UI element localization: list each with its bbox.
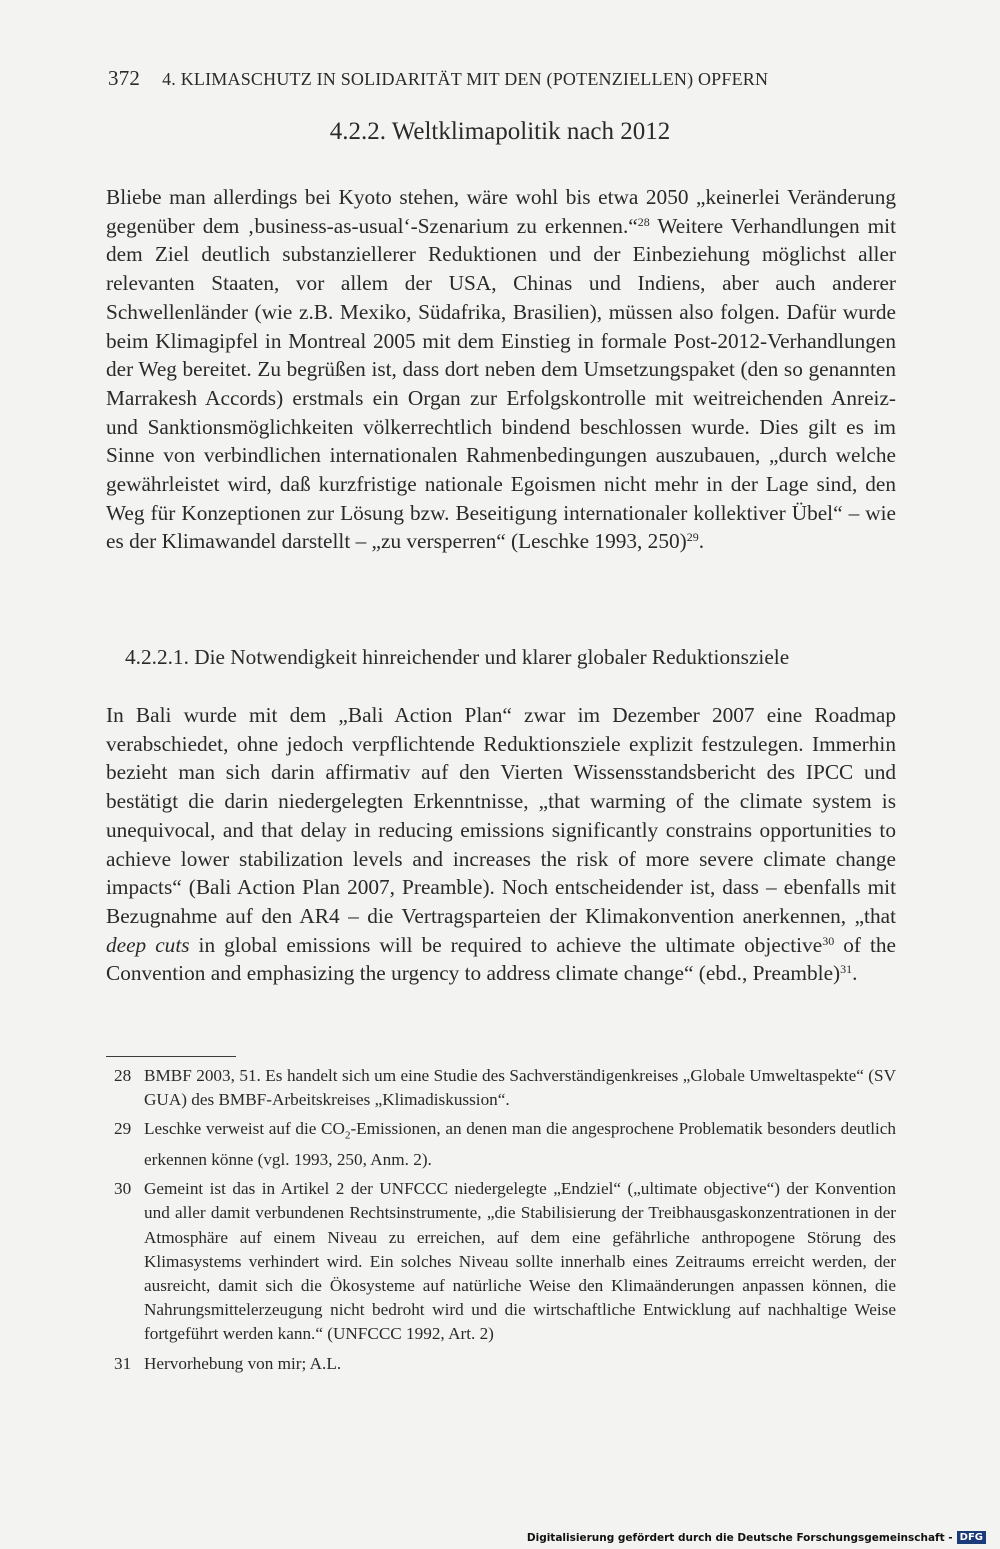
paragraph-text: in global emissions will be required to achieve the ultimate objective bbox=[189, 932, 823, 957]
footnote-divider bbox=[106, 1056, 236, 1057]
running-header bbox=[108, 66, 898, 91]
footnote-text: Hervorhebung von mir; A.L. bbox=[144, 1353, 342, 1373]
emphasis-text: deep cuts bbox=[106, 932, 190, 957]
subscript-2: 2 bbox=[344, 1129, 351, 1142]
footnote-text bbox=[144, 1117, 896, 1172]
footnote-ref-29[interactable]: 29 bbox=[686, 530, 699, 545]
digitization-notice bbox=[527, 1531, 986, 1544]
footnote-number: 28 bbox=[114, 1066, 132, 1085]
digitization-text: Digitalisierung gefördert durch die Deutsche Forschungsgemeinschaft - bbox=[526, 1531, 953, 1544]
footnotes bbox=[114, 1064, 896, 1381]
paragraph-text: In Bali wurde mit dem „Bali Action Plan“ zwar im Dezember 2007 eine Roadmap verabschiedet, ohne jedoch verpflichtende Reduktionsziele explizit festzulegen. Immerhin bezieht man sich darin affirmativ auf den Vierten Wissensstandsbericht des IPCC und bestätigt die darin niedergelegten Erkenntnisse, „that warming of the climate system is unequivocal, and that delay in reducing emissions significantly constrains opportunities to achieve lower stabilization levels and increases the risk of more severe climate change impacts“ (Bali Action Plan 2007, Preamble). Noch entscheidender ist, dass – ebenfalls mit Bezugnahme auf den AR4 – die Vertragsparteien der Klimakonvention anerkennen, „that bbox=[106, 703, 896, 928]
paragraph-text: of the Convention and emphasizing the urgency to address climate change“ (ebd., Preamble) bbox=[106, 932, 896, 986]
footnote-number: 30 bbox=[114, 1179, 132, 1199]
body-paragraph-1 bbox=[106, 183, 896, 556]
footnote-text-part: Leschke verweist auf die CO bbox=[144, 1119, 345, 1139]
running-title: 4. KLIMASCHUTZ IN SOLIDARITÄT MIT DEN (POTENZIELLEN) OPFERN bbox=[162, 69, 769, 89]
footnote-text-part: -Emissionen, an denen man die angesprochene Problematik besonders deutlich erkennen könne (vgl. 1993, 250, Anm. 2). bbox=[144, 1119, 896, 1170]
subsection-heading: 4.2.2.1. Die Notwendigkeit hinreichender und klarer globaler Reduktionsziele bbox=[125, 645, 790, 669]
footnote-29 bbox=[114, 1117, 896, 1172]
footnote-text: Gemeint ist das in Artikel 2 der UNFCCC niedergelegte „Endziel“ („ultimate objective“) der Konvention und aller damit verbundenen Rechtsinstrumente, „die Stabilisierung der Treibhausgaskonzentrationen in der Atmosphäre auf einem Niveau zu erreichen, auf dem eine gefährliche anthropogene Störung des Klimasystems verhindert wird. Ein solches Niveau sollte innerhalb eines Zeitraums erreicht werden, der ausreicht, damit sich die Ökosysteme auf natürliche Weise den Klimaänderungen anpassen können, die Nahrungsmittelerzeugung nicht bedroht wird und die wirtschaftliche Entwicklung auf nachhaltige Weise fortgeführt werden kann.“ (UNFCCC 1992, Art. 2) bbox=[144, 1179, 896, 1344]
footnote-28 bbox=[114, 1064, 896, 1112]
body-paragraph-2 bbox=[106, 701, 896, 988]
page-number: 372 bbox=[108, 66, 141, 90]
footnote-30 bbox=[114, 1177, 896, 1346]
footnote-number: 31 bbox=[114, 1353, 132, 1373]
paragraph-text: . bbox=[698, 529, 705, 554]
paragraph-text: Weitere Verhandlungen mit dem Ziel deutlich substanziellerer Reduktionen und der Einbeziehung möglichst aller relevanten Staaten, vor allem der USA, Chinas und Indiens, aber auch anderer Schwellenländer (wie z.B. Mexiko, Südafrika, Brasilien), müssen also folgen. Dafür wurde beim Klimagipfel in Montreal 2005 mit dem Einstieg in formale Post-2012-Verhandlungen der Weg bereitet. Zu begrüßen ist, dass dort neben dem Umsetzungspaket (den so genannten Marrakesh Accords) erstmals ein Organ zur Erfolgskontrolle mit weitreichenden Anreiz- und Sanktionsmöglichkeiten völkerrechtlich bindend beschlossen wurde. Dies gilt es im Sinne von verbindlichen internationalen Rahmenbedingungen auszubauen, „durch welche gewährleistet wird, daß kurzfristige nationale Egoismen nicht mehr in der Lage sind, den Weg für Konzeptionen zur Lösung bzw. Beseitigung internationaler kollektiver Übel“ – wie es der Klimawandel darstellt – „zu versperren“ (Leschke 1993, 250) bbox=[106, 213, 896, 554]
footnote-ref-30[interactable]: 30 bbox=[822, 933, 835, 948]
footnote-ref-28[interactable]: 28 bbox=[637, 214, 650, 229]
dfg-logo: DFG bbox=[957, 1531, 986, 1544]
section-heading: 4.2.2. Weltklimapolitik nach 2012 bbox=[329, 118, 671, 145]
footnote-number: 29 bbox=[114, 1119, 132, 1139]
paragraph-text: . bbox=[852, 961, 858, 986]
footnote-ref-31[interactable]: 31 bbox=[840, 962, 853, 977]
paragraph-text: Bliebe man allerdings bei Kyoto stehen, wäre wohl bis etwa 2050 „keinerlei Veränderung gegenüber dem ‚business-as-usual‘-Szenarium zu erkennen.“ bbox=[106, 185, 896, 238]
footnote-text: BMBF 2003, 51. Es handelt sich um eine Studie des Sachverständigenkreises „Globale Umweltaspekte“ (SV GUA) des BMBF-Arbeitskreises „Klimadiskussion“. bbox=[144, 1066, 896, 1110]
footnote-31 bbox=[114, 1352, 896, 1376]
